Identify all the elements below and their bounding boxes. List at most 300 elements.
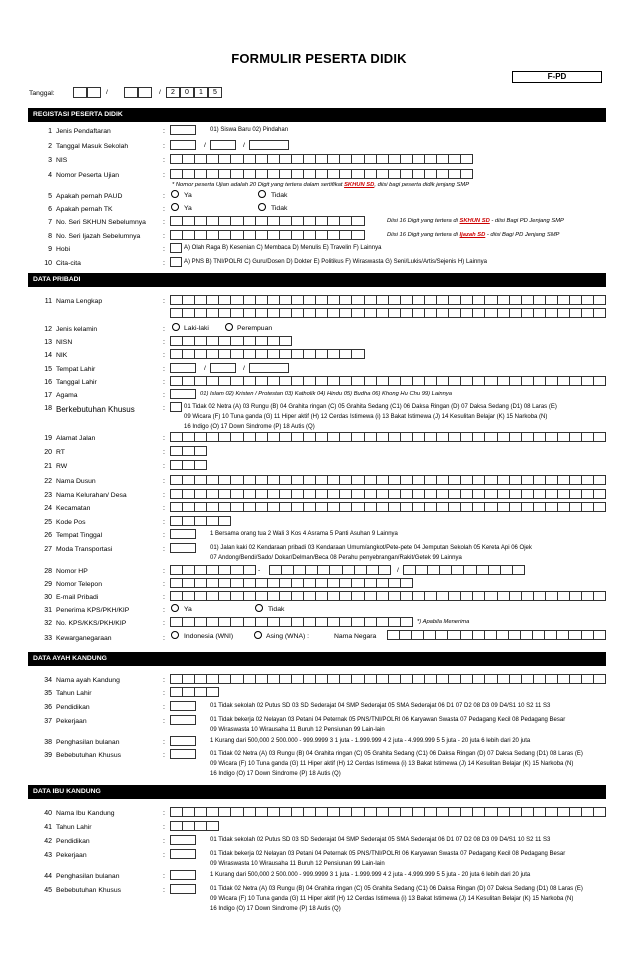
grid-cell[interactable] [452,566,464,574]
grid-cell[interactable] [377,309,389,317]
tk-tidak-radio[interactable] [258,203,266,211]
grid-cell[interactable] [195,822,207,830]
grid-cell[interactable] [256,170,268,178]
grid-cell[interactable] [268,350,280,358]
grid-cell[interactable] [498,592,510,600]
grid-cell[interactable] [461,309,473,317]
grid-cell[interactable] [171,309,183,317]
grid-cell[interactable] [171,447,183,455]
grid-cell[interactable] [413,377,425,385]
grid-cell[interactable] [473,675,485,683]
rt-grid[interactable] [170,446,207,456]
grid-cell[interactable] [280,350,292,358]
grid-cell[interactable] [461,296,473,304]
grid-cell[interactable] [171,822,183,830]
grid-cell[interactable] [207,808,219,816]
grid-cell[interactable] [207,433,219,441]
grid-cell[interactable] [377,155,389,163]
grid-cell[interactable] [546,490,558,498]
grid-cell[interactable] [377,296,389,304]
grid-cell[interactable] [461,377,473,385]
grid-cell[interactable] [244,170,256,178]
grid-cell[interactable] [316,579,328,587]
grid-cell[interactable] [292,170,304,178]
lahir-day[interactable] [170,363,196,373]
tempat-tinggal-box[interactable] [170,529,196,539]
grid-cell[interactable] [183,566,195,574]
grid-cell[interactable] [582,309,594,317]
grid-cell[interactable] [400,631,412,639]
grid-cell[interactable] [268,476,280,484]
grid-cell[interactable] [485,476,497,484]
grid-cell[interactable] [268,579,280,587]
grid-cell[interactable] [183,490,195,498]
grid-cell[interactable] [352,350,364,358]
tgl-masuk-year[interactable] [249,140,289,150]
grid-cell[interactable] [304,217,316,225]
grid-cell[interactable] [377,476,389,484]
grid-cell[interactable] [485,503,497,511]
grid-cell[interactable] [207,296,219,304]
grid-cell[interactable] [340,217,352,225]
grid-cell[interactable] [498,675,510,683]
grid-cell[interactable] [449,296,461,304]
grid-cell[interactable] [582,808,594,816]
grid-cell[interactable] [231,503,243,511]
grid-cell[interactable] [413,476,425,484]
grid-cell[interactable] [183,337,195,345]
grid-cell[interactable] [340,155,352,163]
grid-cell[interactable] [280,433,292,441]
pekerjaan-ayah-box[interactable] [170,715,196,725]
grid-cell[interactable] [558,808,570,816]
grid-cell[interactable] [485,296,497,304]
grid-cell[interactable] [437,155,449,163]
grid-cell[interactable] [171,337,183,345]
grid-cell[interactable] [340,490,352,498]
grid-cell[interactable] [413,433,425,441]
grid-cell[interactable] [365,618,377,626]
grid-cell[interactable] [437,675,449,683]
grid-cell[interactable] [231,618,243,626]
grid-cell[interactable] [280,592,292,600]
grid-cell[interactable] [268,433,280,441]
grid-cell[interactable] [594,503,606,511]
grid-cell[interactable] [436,631,448,639]
grid-cell[interactable] [570,309,582,317]
grid-cell[interactable] [219,296,231,304]
grid-cell[interactable] [594,433,606,441]
grid-cell[interactable] [183,155,195,163]
grid-cell[interactable] [461,503,473,511]
telepon-grid[interactable] [170,578,413,588]
grid-cell[interactable] [195,170,207,178]
grid-cell[interactable] [183,377,195,385]
grid-cell[interactable] [207,350,219,358]
grid-cell[interactable] [498,433,510,441]
cita-box[interactable] [170,257,182,267]
date-month-box-2[interactable] [138,87,152,98]
grid-cell[interactable] [207,170,219,178]
grid-cell[interactable] [533,631,545,639]
grid-cell[interactable] [352,155,364,163]
grid-cell[interactable] [449,433,461,441]
grid-cell[interactable] [207,217,219,225]
grid-cell[interactable] [510,433,522,441]
grid-cell[interactable] [365,503,377,511]
negara-grid[interactable] [387,630,606,640]
grid-cell[interactable] [292,217,304,225]
grid-cell[interactable] [522,490,534,498]
grid-cell[interactable] [498,377,510,385]
grid-cell[interactable] [231,350,243,358]
date-year-box[interactable]: 1 [194,87,208,98]
grid-cell[interactable] [437,808,449,816]
grid-cell[interactable] [558,675,570,683]
grid-cell[interactable] [437,503,449,511]
grid-cell[interactable] [171,217,183,225]
grid-cell[interactable] [195,155,207,163]
grid-cell[interactable] [534,808,546,816]
grid-cell[interactable] [304,592,316,600]
grid-cell[interactable] [449,155,461,163]
grid-cell[interactable] [594,675,606,683]
grid-cell[interactable] [534,377,546,385]
grid-cell[interactable] [485,490,497,498]
grid-cell[interactable] [352,231,364,239]
grid-cell[interactable] [171,377,183,385]
grid-cell[interactable] [207,309,219,317]
grid-cell[interactable] [352,170,364,178]
grid-cell[interactable] [437,377,449,385]
grid-cell[interactable] [377,503,389,511]
grid-cell[interactable] [448,631,460,639]
grid-cell[interactable] [340,170,352,178]
grid-cell[interactable] [171,476,183,484]
jk-perempuan-radio[interactable] [225,323,233,331]
grid-cell[interactable] [268,155,280,163]
grid-cell[interactable] [195,517,207,525]
grid-cell[interactable] [449,592,461,600]
hp-grid-1[interactable] [170,565,256,575]
ijazah-grid[interactable] [170,230,365,240]
grid-cell[interactable] [401,296,413,304]
grid-cell[interactable] [231,579,243,587]
grid-cell[interactable] [546,675,558,683]
grid-cell[interactable] [522,309,534,317]
grid-cell[interactable] [231,155,243,163]
grid-cell[interactable] [413,296,425,304]
grid-cell[interactable] [352,217,364,225]
grid-cell[interactable] [292,433,304,441]
grid-cell[interactable] [413,155,425,163]
grid-cell[interactable] [401,579,413,587]
grid-cell[interactable] [268,217,280,225]
grid-cell[interactable] [304,808,316,816]
grid-cell[interactable] [207,337,219,345]
grid-cell[interactable] [558,476,570,484]
grid-cell[interactable] [328,296,340,304]
grid-cell[interactable] [231,433,243,441]
grid-cell[interactable] [425,675,437,683]
grid-cell[interactable] [316,476,328,484]
grid-cell[interactable] [195,490,207,498]
grid-cell[interactable] [256,503,268,511]
grid-cell[interactable] [219,579,231,587]
grid-cell[interactable] [171,517,183,525]
kecamatan-grid[interactable] [170,502,606,512]
grid-cell[interactable] [340,675,352,683]
grid-cell[interactable] [352,476,364,484]
skhun-grid[interactable] [170,216,365,226]
grid-cell[interactable] [207,675,219,683]
grid-cell[interactable] [207,476,219,484]
grid-cell[interactable] [365,490,377,498]
grid-cell[interactable] [183,309,195,317]
grid-cell[interactable] [485,433,497,441]
grid-cell[interactable] [594,377,606,385]
grid-cell[interactable] [473,309,485,317]
grid-cell[interactable] [340,309,352,317]
grid-cell[interactable] [401,808,413,816]
grid-cell[interactable] [570,675,582,683]
grid-cell[interactable] [256,808,268,816]
grid-cell[interactable] [401,433,413,441]
lahir-month[interactable] [210,363,236,373]
wni-radio[interactable] [171,631,179,639]
grid-cell[interactable] [379,566,391,574]
grid-cell[interactable] [582,476,594,484]
grid-cell[interactable] [328,808,340,816]
grid-cell[interactable] [389,377,401,385]
grid-cell[interactable] [401,377,413,385]
grid-cell[interactable] [280,170,292,178]
grid-cell[interactable] [256,579,268,587]
grid-cell[interactable] [449,170,461,178]
grid-cell[interactable] [340,377,352,385]
grid-cell[interactable] [171,490,183,498]
grid-cell[interactable] [425,476,437,484]
grid-cell[interactable] [268,675,280,683]
grid-cell[interactable] [280,618,292,626]
grid-cell[interactable] [594,631,606,639]
grid-cell[interactable] [449,476,461,484]
grid-cell[interactable] [280,155,292,163]
wna-radio[interactable] [254,631,262,639]
grid-cell[interactable] [304,350,316,358]
grid-cell[interactable] [316,503,328,511]
grid-cell[interactable] [437,296,449,304]
agama-box[interactable] [170,389,196,399]
rw-grid[interactable] [170,460,207,470]
grid-cell[interactable] [316,592,328,600]
grid-cell[interactable] [219,309,231,317]
grid-cell[interactable] [244,217,256,225]
grid-cell[interactable] [352,808,364,816]
grid-cell[interactable] [316,675,328,683]
grid-cell[interactable] [594,808,606,816]
grid-cell[interactable] [546,309,558,317]
grid-cell[interactable] [401,675,413,683]
grid-cell[interactable] [340,350,352,358]
grid-cell[interactable] [570,592,582,600]
jenis-pendaftaran-box[interactable] [170,125,196,135]
grid-cell[interactable] [389,170,401,178]
grid-cell[interactable] [582,592,594,600]
grid-cell[interactable] [207,592,219,600]
grid-cell[interactable] [522,433,534,441]
kebutuhan-box[interactable] [170,402,182,412]
grid-cell[interactable] [292,476,304,484]
grid-cell[interactable] [328,309,340,317]
grid-cell[interactable] [316,377,328,385]
grid-cell[interactable] [570,377,582,385]
grid-cell[interactable] [195,350,207,358]
grid-cell[interactable] [231,170,243,178]
grid-cell[interactable] [365,476,377,484]
grid-cell[interactable] [377,490,389,498]
grid-cell[interactable] [195,566,207,574]
grid-cell[interactable] [485,377,497,385]
hp-grid-2[interactable] [269,565,391,575]
grid-cell[interactable] [365,377,377,385]
grid-cell[interactable] [522,503,534,511]
grid-cell[interactable] [389,579,401,587]
grid-cell[interactable] [401,490,413,498]
grid-cell[interactable] [268,503,280,511]
grid-cell[interactable] [513,566,525,574]
grid-cell[interactable] [546,377,558,385]
kps-tidak-radio[interactable] [255,604,263,612]
grid-cell[interactable] [546,592,558,600]
grid-cell[interactable] [501,566,513,574]
grid-cell[interactable] [244,350,256,358]
grid-cell[interactable] [355,566,367,574]
grid-cell[interactable] [183,170,195,178]
grid-cell[interactable] [352,490,364,498]
alamat-grid[interactable] [170,432,606,442]
hp-grid-3[interactable] [403,565,525,575]
grid-cell[interactable] [256,309,268,317]
grid-cell[interactable] [558,296,570,304]
grid-cell[interactable] [389,155,401,163]
grid-cell[interactable] [449,490,461,498]
grid-cell[interactable] [437,170,449,178]
kebutuhan-ayah-box[interactable] [170,749,196,759]
penghasilan-ayah-box[interactable] [170,736,196,746]
grid-cell[interactable] [207,822,219,830]
grid-cell[interactable] [522,296,534,304]
grid-cell[interactable] [464,566,476,574]
grid-cell[interactable] [207,566,219,574]
grid-cell[interactable] [425,592,437,600]
grid-cell[interactable] [219,337,231,345]
grid-cell[interactable] [352,296,364,304]
grid-cell[interactable] [377,579,389,587]
grid-cell[interactable] [231,476,243,484]
grid-cell[interactable] [425,433,437,441]
grid-cell[interactable] [389,433,401,441]
pekerjaan-ibu-box[interactable] [170,849,196,859]
grid-cell[interactable] [183,579,195,587]
grid-cell[interactable] [268,337,280,345]
grid-cell[interactable] [219,217,231,225]
paud-tidak-radio[interactable] [258,190,266,198]
kodepos-grid[interactable] [170,516,231,526]
grid-cell[interactable] [207,377,219,385]
grid-cell[interactable] [195,337,207,345]
grid-cell[interactable] [425,377,437,385]
grid-cell[interactable] [207,155,219,163]
grid-cell[interactable] [304,433,316,441]
grid-cell[interactable] [377,675,389,683]
grid-cell[interactable] [183,688,195,696]
grid-cell[interactable] [498,808,510,816]
nama-lengkap-grid-1[interactable] [170,295,606,305]
grid-cell[interactable] [510,592,522,600]
grid-cell[interactable] [280,503,292,511]
grid-cell[interactable] [219,476,231,484]
grid-cell[interactable] [352,579,364,587]
grid-cell[interactable] [195,675,207,683]
grid-cell[interactable] [557,631,569,639]
grid-cell[interactable] [425,155,437,163]
grid-cell[interactable] [389,476,401,484]
grid-cell[interactable] [413,808,425,816]
grid-cell[interactable] [294,566,306,574]
grid-cell[interactable] [437,592,449,600]
grid-cell[interactable] [416,566,428,574]
grid-cell[interactable] [231,808,243,816]
date-year-box[interactable]: 5 [208,87,222,98]
desa-grid[interactable] [170,489,606,499]
grid-cell[interactable] [437,309,449,317]
grid-cell[interactable] [352,377,364,385]
grid-cell[interactable] [510,309,522,317]
grid-cell[interactable] [510,296,522,304]
grid-cell[interactable] [389,503,401,511]
grid-cell[interactable] [256,231,268,239]
grid-cell[interactable] [570,296,582,304]
grid-cell[interactable] [183,822,195,830]
grid-cell[interactable] [558,433,570,441]
grid-cell[interactable] [292,490,304,498]
grid-cell[interactable] [352,675,364,683]
grid-cell[interactable] [207,490,219,498]
grid-cell[interactable] [594,592,606,600]
grid-cell[interactable] [428,566,440,574]
grid-cell[interactable] [207,618,219,626]
grid-cell[interactable] [195,217,207,225]
grid-cell[interactable] [498,309,510,317]
nisn-grid[interactable] [170,336,292,346]
grid-cell[interactable] [244,579,256,587]
date-year-box[interactable]: 0 [180,87,194,98]
grid-cell[interactable] [365,808,377,816]
grid-cell[interactable] [328,433,340,441]
grid-cell[interactable] [449,503,461,511]
grid-cell[interactable] [171,579,183,587]
grid-cell[interactable] [316,618,328,626]
grid-cell[interactable] [352,309,364,317]
grid-cell[interactable] [256,217,268,225]
grid-cell[interactable] [510,675,522,683]
grid-cell[interactable] [268,231,280,239]
grid-cell[interactable] [244,808,256,816]
grid-cell[interactable] [316,170,328,178]
grid-cell[interactable] [437,433,449,441]
grid-cell[interactable] [183,217,195,225]
